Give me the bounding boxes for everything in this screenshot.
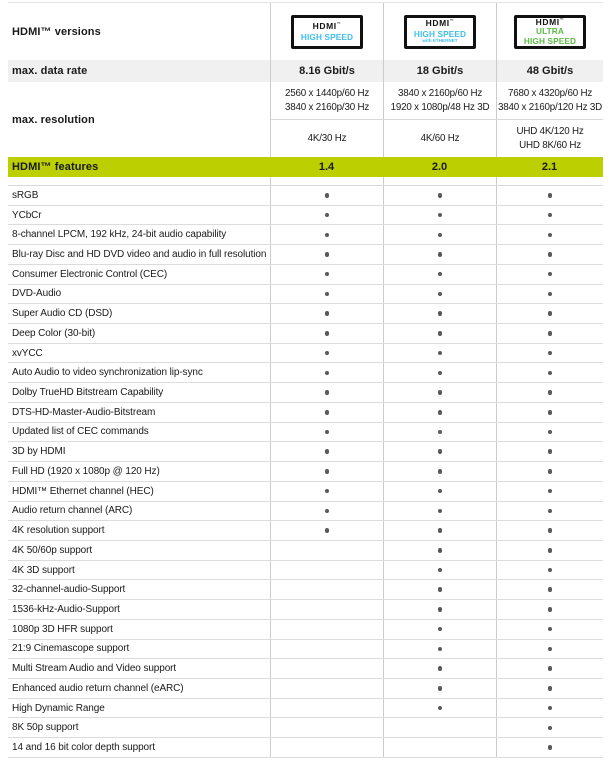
feature-label: Auto Audio to video synchronization lip-sync (12, 367, 203, 379)
feature-support-cell (496, 718, 603, 737)
feature-label: Full HD (1920 x 1080p @ 120 Hz) (12, 465, 160, 477)
feature-label: 4K resolution support (12, 525, 105, 537)
support-dot-icon (438, 311, 443, 316)
versions-label: HDMI™ versions (12, 25, 101, 38)
support-dot-icon (325, 371, 330, 376)
support-dot-icon (325, 351, 330, 356)
feature-row (8, 324, 603, 344)
support-dot-icon (548, 311, 553, 316)
hdmi-ultra-high-speed-badge (514, 15, 586, 49)
resolution-primary-subrow (270, 82, 603, 120)
feature-row (8, 502, 603, 522)
feature-support-cell (496, 423, 603, 442)
feature-label: 32-channel-audio-Support (12, 584, 126, 596)
support-dot-icon (438, 568, 443, 573)
resolution-value: UHD 4K/120 Hz UHD 8K/60 Hz (496, 120, 603, 157)
badge-line: HIGH SPEED (413, 28, 467, 39)
support-dot-icon (325, 193, 330, 198)
feature-label: YCbCr (12, 209, 42, 221)
version-number: 1.4 (318, 161, 335, 173)
column-hdmi-2-1 (496, 3, 603, 60)
resolution-value: 7680 x 4320p/60 Hz 3840 x 2160p/120 Hz 3D (496, 82, 603, 119)
support-dot-icon (438, 647, 443, 652)
support-dot-icon (548, 587, 553, 592)
feature-label: Updated list of CEC commands (12, 426, 149, 438)
feature-support-cell (270, 285, 383, 304)
support-dot-icon (438, 331, 443, 336)
data-rate-row (8, 60, 603, 82)
feature-support-cell (270, 718, 383, 737)
feature-support-cell (383, 245, 496, 264)
feature-label: Enhanced audio return channel (eARC) (12, 682, 184, 694)
support-dot-icon (325, 430, 330, 435)
support-dot-icon (438, 252, 443, 257)
feature-support-cell (496, 561, 603, 580)
feature-support-cell (496, 600, 603, 619)
feature-label: 14 and 16 bit color depth support (12, 741, 155, 753)
feature-label: Blu-ray Disc and HD DVD video and audio in full resolution (12, 249, 267, 261)
support-dot-icon (438, 666, 443, 671)
feature-support-cell (496, 383, 603, 402)
feature-support-cell (383, 679, 496, 698)
feature-support-cell (270, 561, 383, 580)
feature-label: 4K 3D support (12, 564, 75, 576)
support-dot-icon (438, 430, 443, 435)
support-dot-icon (548, 469, 553, 474)
version-number: 2.0 (431, 161, 448, 173)
feature-label: Deep Color (30-bit) (12, 327, 96, 339)
support-dot-icon (548, 449, 553, 454)
feature-row (8, 462, 603, 482)
feature-row (8, 620, 603, 640)
support-dot-icon (548, 686, 553, 691)
feature-support-cell (383, 718, 496, 737)
features-spacer-row (8, 177, 603, 186)
feature-label: 3D by HDMI (12, 446, 66, 458)
feature-label: 4K 50/60p support (12, 544, 93, 556)
support-dot-icon (325, 272, 330, 277)
feature-support-cell (383, 521, 496, 540)
feature-support-cell (270, 442, 383, 461)
feature-support-cell (270, 344, 383, 363)
data-rate-value: 8.16 Gbit/s (270, 60, 383, 82)
support-dot-icon (325, 331, 330, 336)
feature-support-cell (270, 245, 383, 264)
feature-support-cell (270, 580, 383, 599)
feature-row (8, 738, 603, 758)
feature-support-cell (496, 344, 603, 363)
support-dot-icon (325, 469, 330, 474)
resolution-secondary-subrow (270, 120, 603, 157)
support-dot-icon (548, 351, 553, 356)
column-hdmi-1-4 (270, 3, 383, 60)
feature-label: 8-channel LPCM, 192 kHz, 24-bit audio capability (12, 229, 227, 241)
feature-support-cell (270, 659, 383, 678)
support-dot-icon (325, 449, 330, 454)
feature-support-cell (383, 304, 496, 323)
support-dot-icon (548, 607, 553, 612)
data-rate-value: 48 Gbit/s (496, 60, 603, 82)
feature-support-cell (496, 403, 603, 422)
feature-row (8, 541, 603, 561)
feature-row (8, 225, 603, 245)
feature-support-cell (383, 344, 496, 363)
feature-row (8, 423, 603, 443)
feature-support-cell (270, 679, 383, 698)
support-dot-icon (438, 469, 443, 474)
feature-support-cell (496, 462, 603, 481)
support-dot-icon (548, 745, 553, 750)
support-dot-icon (438, 272, 443, 277)
feature-support-cell (270, 423, 383, 442)
feature-row (8, 442, 603, 462)
resolution-value: 4K/30 Hz (270, 120, 383, 157)
feature-support-cell (383, 541, 496, 560)
resolution-value: 2560 x 1440p/60 Hz 3840 x 2160p/30 Hz (270, 82, 383, 119)
support-dot-icon (548, 509, 553, 514)
feature-row (8, 403, 603, 423)
column-hdmi-2-0 (383, 3, 496, 60)
support-dot-icon (438, 351, 443, 356)
support-dot-icon (548, 489, 553, 494)
support-dot-icon (548, 233, 553, 238)
feature-support-cell (270, 640, 383, 659)
feature-support-cell (383, 600, 496, 619)
resolution-value: 4K/60 Hz (383, 120, 496, 157)
feature-support-cell (270, 620, 383, 639)
feature-support-cell (383, 699, 496, 718)
feature-support-cell (383, 324, 496, 343)
feature-support-cell (270, 186, 383, 205)
support-dot-icon (548, 292, 553, 297)
feature-row (8, 363, 603, 383)
feature-support-cell (383, 383, 496, 402)
badge-line: ULTRA (536, 26, 564, 37)
feature-support-cell (383, 640, 496, 659)
support-dot-icon (325, 233, 330, 238)
feature-support-cell (270, 502, 383, 521)
data-rate-value: 18 Gbit/s (383, 60, 496, 82)
feature-support-cell (270, 699, 383, 718)
feature-row (8, 285, 603, 305)
feature-support-cell (383, 580, 496, 599)
feature-support-cell (270, 521, 383, 540)
feature-label: Audio return channel (ARC) (12, 505, 133, 517)
feature-row (8, 718, 603, 738)
feature-support-cell (383, 285, 496, 304)
feature-support-cell (496, 640, 603, 659)
feature-label: DVD-Audio (12, 288, 62, 300)
feature-support-cell (496, 245, 603, 264)
feature-support-cell (270, 462, 383, 481)
resolution-label: max. resolution (12, 113, 95, 126)
feature-support-cell (496, 502, 603, 521)
feature-support-cell (270, 738, 383, 757)
feature-label: 8K 50p support (12, 722, 79, 734)
feature-label: 21:9 Cinemascope support (12, 643, 130, 655)
feature-support-cell (496, 442, 603, 461)
resolution-row (8, 82, 603, 157)
feature-support-cell (270, 403, 383, 422)
feature-support-cell (496, 186, 603, 205)
features-header-row (8, 157, 603, 177)
feature-support-cell (496, 324, 603, 343)
support-dot-icon (438, 548, 443, 553)
feature-row (8, 521, 603, 541)
feature-row (8, 186, 603, 206)
resolution-values (270, 82, 603, 157)
support-dot-icon (438, 509, 443, 514)
feature-row (8, 265, 603, 285)
feature-row (8, 304, 603, 324)
feature-support-cell (383, 206, 496, 225)
support-dot-icon (438, 489, 443, 494)
feature-support-cell (383, 363, 496, 382)
support-dot-icon (548, 726, 553, 731)
feature-support-cell (383, 462, 496, 481)
hdmi-high-speed-ethernet-badge (404, 15, 476, 49)
support-dot-icon (325, 390, 330, 395)
feature-label: HDMI™ Ethernet channel (HEC) (12, 485, 154, 497)
support-dot-icon (548, 272, 553, 277)
support-dot-icon (438, 193, 443, 198)
support-dot-icon (548, 331, 553, 336)
feature-label: DTS-HD-Master-Audio-Bitstream (12, 406, 156, 418)
support-dot-icon (548, 627, 553, 632)
support-dot-icon (438, 233, 443, 238)
data-rate-label: max. data rate (12, 65, 88, 77)
feature-label: Multi Stream Audio and Video support (12, 663, 177, 675)
hdmi-logo: HDMI™ (425, 18, 455, 29)
feature-support-cell (383, 561, 496, 580)
support-dot-icon (548, 252, 553, 257)
support-dot-icon (548, 548, 553, 553)
support-dot-icon (548, 430, 553, 435)
feature-label: High Dynamic Range (12, 702, 105, 714)
feature-row (8, 482, 603, 502)
support-dot-icon (548, 647, 553, 652)
features-list (8, 186, 603, 758)
feature-row (8, 561, 603, 581)
feature-label: xvYCC (12, 347, 43, 359)
feature-support-cell (383, 186, 496, 205)
feature-support-cell (270, 363, 383, 382)
feature-support-cell (270, 265, 383, 284)
support-dot-icon (325, 410, 330, 415)
feature-support-cell (270, 206, 383, 225)
support-dot-icon (548, 706, 553, 711)
feature-support-cell (270, 482, 383, 501)
feature-support-cell (496, 679, 603, 698)
hdmi-logo: HDMI™ (535, 16, 565, 27)
support-dot-icon (438, 627, 443, 632)
support-dot-icon (325, 252, 330, 257)
support-dot-icon (438, 213, 443, 218)
feature-support-cell (270, 304, 383, 323)
support-dot-icon (438, 607, 443, 612)
feature-support-cell (383, 403, 496, 422)
resolution-value: 3840 x 2160p/60 Hz 1920 x 1080p/48 Hz 3D (383, 82, 496, 119)
features-header-label: HDMI™ features (12, 161, 99, 173)
support-dot-icon (548, 390, 553, 395)
feature-support-cell (383, 423, 496, 442)
feature-row (8, 245, 603, 265)
support-dot-icon (438, 449, 443, 454)
support-dot-icon (548, 568, 553, 573)
feature-support-cell (270, 225, 383, 244)
support-dot-icon (325, 528, 330, 533)
hdmi-logo: HDMI™ (312, 21, 342, 32)
feature-support-cell (383, 482, 496, 501)
support-dot-icon (325, 213, 330, 218)
support-dot-icon (325, 292, 330, 297)
feature-label: 1536-kHz-Audio-Support (12, 603, 120, 615)
feature-support-cell (496, 659, 603, 678)
support-dot-icon (438, 686, 443, 691)
support-dot-icon (548, 410, 553, 415)
support-dot-icon (438, 706, 443, 711)
feature-support-cell (496, 482, 603, 501)
feature-label: Dolby TrueHD Bitstream Capability (12, 387, 164, 399)
support-dot-icon (548, 193, 553, 198)
version-number: 2.1 (541, 161, 558, 173)
feature-support-cell (383, 502, 496, 521)
support-dot-icon (438, 390, 443, 395)
feature-support-cell (270, 383, 383, 402)
support-dot-icon (325, 489, 330, 494)
feature-row (8, 580, 603, 600)
feature-row (8, 206, 603, 226)
feature-support-cell (383, 265, 496, 284)
feature-support-cell (383, 442, 496, 461)
versions-row (8, 2, 603, 60)
support-dot-icon (438, 587, 443, 592)
feature-label: Consumer Electronic Control (CEC) (12, 268, 168, 280)
feature-row (8, 383, 603, 403)
feature-support-cell (270, 600, 383, 619)
feature-support-cell (496, 285, 603, 304)
support-dot-icon (325, 509, 330, 514)
support-dot-icon (548, 528, 553, 533)
feature-label: Super Audio CD (DSD) (12, 308, 113, 320)
feature-support-cell (496, 206, 603, 225)
feature-support-cell (270, 324, 383, 343)
feature-label: 1080p 3D HFR support (12, 623, 113, 635)
support-dot-icon (548, 666, 553, 671)
feature-support-cell (496, 225, 603, 244)
feature-row (8, 699, 603, 719)
feature-support-cell (270, 541, 383, 560)
feature-row (8, 640, 603, 660)
feature-support-cell (383, 620, 496, 639)
feature-support-cell (496, 521, 603, 540)
feature-support-cell (496, 363, 603, 382)
support-dot-icon (548, 371, 553, 376)
feature-support-cell (496, 304, 603, 323)
feature-support-cell (383, 225, 496, 244)
feature-support-cell (383, 659, 496, 678)
feature-support-cell (496, 699, 603, 718)
feature-support-cell (383, 738, 496, 757)
feature-row (8, 659, 603, 679)
feature-support-cell (496, 265, 603, 284)
hdmi-versions-comparison-table (8, 2, 603, 758)
feature-support-cell (496, 541, 603, 560)
feature-label: sRGB (12, 189, 39, 201)
badge-line: HIGH SPEED (523, 35, 577, 46)
feature-support-cell (496, 580, 603, 599)
support-dot-icon (438, 528, 443, 533)
badge-subline: with ETHERNET (422, 38, 458, 44)
support-dot-icon (548, 213, 553, 218)
support-dot-icon (438, 292, 443, 297)
support-dot-icon (438, 371, 443, 376)
feature-support-cell (496, 738, 603, 757)
support-dot-icon (325, 311, 330, 316)
feature-support-cell (496, 620, 603, 639)
hdmi-high-speed-badge (291, 15, 363, 49)
feature-row (8, 344, 603, 364)
feature-row (8, 600, 603, 620)
badge-line: HIGH SPEED (300, 31, 354, 42)
support-dot-icon (438, 410, 443, 415)
feature-row (8, 679, 603, 699)
